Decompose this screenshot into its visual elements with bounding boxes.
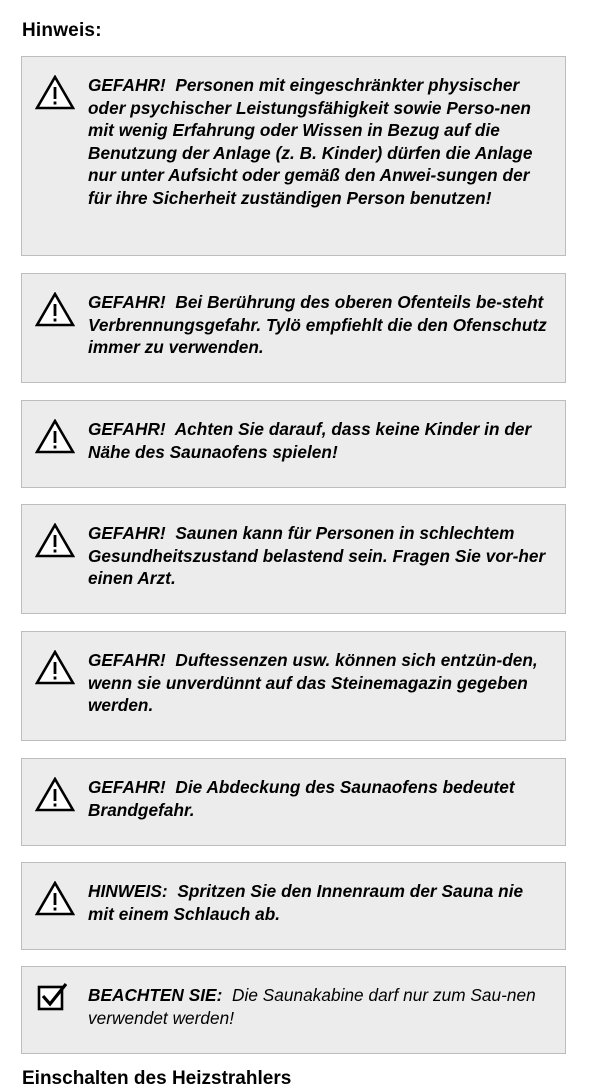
next-section-heading: Einschalten des Heizstrahlers <box>22 1068 292 1089</box>
page-heading: Hinweis: <box>22 20 102 41</box>
notice-body: Die Saunakabine darf nur zum Sau-nen verwendet werden! <box>88 985 536 1028</box>
notice-text <box>88 984 553 1029</box>
notice-body: Personen mit eingeschränkter physischer oder psychischer Leistungsfähigkeit sowie Perso-nen mit wenig Erfahrung oder Wissen in Bezug auf die Benutzung der Anlage (z. B. Kinder) dürfen die Anlage nur unter Aufsicht oder gemäß den Anwei-sungen der für ihre Sicherheit zuständigen Person benutzen! <box>88 75 533 208</box>
notice-body: Spritzen Sie den Innenraum der Sauna nie mit einem Schlauch ab. <box>88 881 524 924</box>
notice-lead: GEFAHR! <box>88 75 166 95</box>
warning-triangle-icon <box>35 650 75 686</box>
notice-box <box>21 862 566 950</box>
notice-lead: GEFAHR! <box>88 419 166 439</box>
warning-triangle-icon <box>35 523 75 559</box>
notice-body: Bei Berührung des oberen Ofenteils be-steht Verbrennungsgefahr. Tylö empfiehlt die den Ofenschutz immer zu verwenden. <box>88 292 547 357</box>
warning-triangle-icon <box>35 75 75 111</box>
notice-text <box>88 880 553 925</box>
notice-lead: GEFAHR! <box>88 650 166 670</box>
warning-triangle-icon <box>35 777 75 813</box>
notice-text <box>88 74 553 209</box>
warning-triangle-icon <box>35 881 75 917</box>
warning-triangle-icon <box>35 419 75 455</box>
notice-lead: GEFAHR! <box>88 292 166 312</box>
notice-box <box>21 56 566 256</box>
notice-text <box>88 291 553 359</box>
notice-lead: BEACHTEN SIE: <box>88 985 223 1005</box>
notice-box <box>21 631 566 741</box>
notice-text <box>88 776 553 821</box>
notice-body: Saunen kann für Personen in schlechtem Gesundheitszustand belastend sein. Fragen Sie vor-her einen Arzt. <box>88 523 546 588</box>
notice-box <box>21 966 566 1054</box>
notice-lead: GEFAHR! <box>88 777 166 797</box>
notice-lead: HINWEIS: <box>88 881 168 901</box>
notice-box <box>21 400 566 488</box>
notice-body: Die Abdeckung des Saunaofens bedeutet Brandgefahr. <box>88 777 515 820</box>
warning-triangle-icon <box>35 292 75 328</box>
notice-box <box>21 273 566 383</box>
notice-text <box>88 522 553 590</box>
notice-lead: GEFAHR! <box>88 523 166 543</box>
notice-body: Achten Sie darauf, dass keine Kinder in der Nähe des Saunaofens spielen! <box>88 419 532 462</box>
notice-text <box>88 418 553 463</box>
notice-text <box>88 649 553 717</box>
notice-box <box>21 758 566 846</box>
checkbox-check-icon <box>35 981 75 1017</box>
notice-body: Duftessenzen usw. können sich entzün-den, wenn sie unverdünnt auf das Steinemagazin gegeben werden. <box>88 650 538 715</box>
notice-box <box>21 504 566 614</box>
